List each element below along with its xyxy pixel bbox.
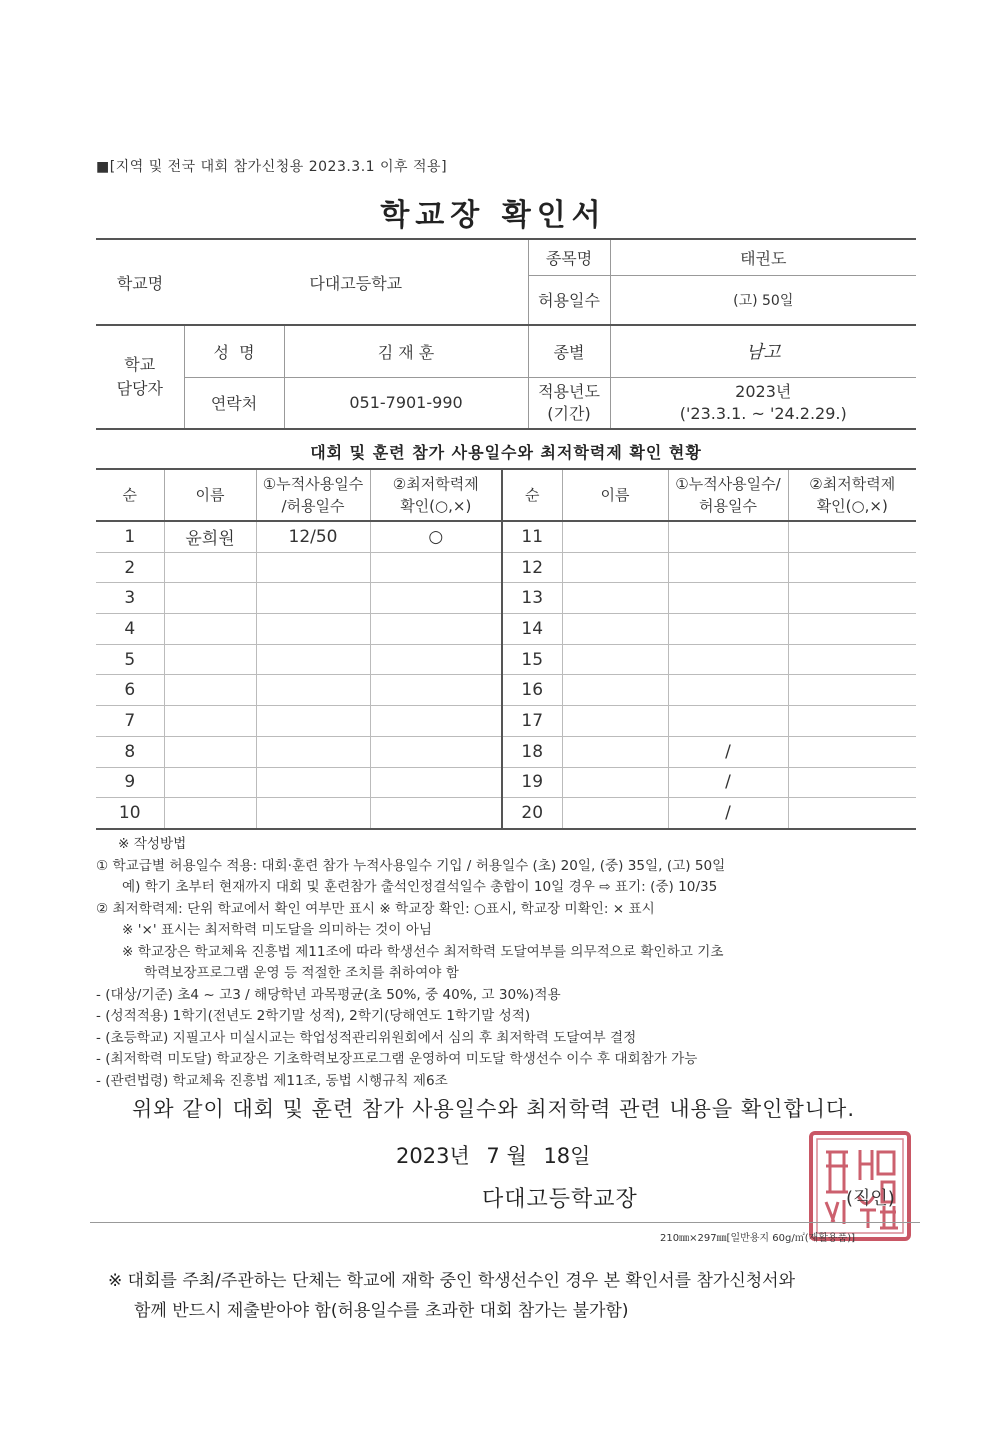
col-cumulative-right [668, 469, 788, 521]
row-check-right [788, 798, 916, 829]
row-days-right: / [668, 736, 788, 767]
col-cumulative-1: ①누적사용일수 [262, 475, 364, 493]
row-no-right: 17 [502, 706, 562, 737]
row-days-right: / [668, 767, 788, 798]
row-no: 4 [96, 614, 164, 645]
detail-2: - (성적적용) 1학기(전년도 2학기말 성적), 2학기(당해연도 1학기말 성적) [96, 1008, 531, 1024]
paper-spec: 210㎜×297㎜[일반용지 60g/㎡(재활용품)] [660, 1233, 856, 1244]
table-row [96, 798, 916, 829]
table-row [96, 675, 916, 706]
contact-value: 051-7901-990 [284, 377, 528, 429]
col-min-academic-2: 확인(○,×) [400, 497, 472, 515]
detail-5: - (관련법령) 학교체육 진흥법 제11조, 동법 시행규칙 제6조 [96, 1072, 448, 1089]
info-table [96, 238, 916, 430]
row-check-right [788, 583, 916, 614]
row-no-right: 12 [502, 552, 562, 583]
row-days [256, 736, 370, 767]
year-label-line2: (기간) [547, 403, 591, 423]
col-no-right: 순 [502, 469, 562, 521]
detail-3: - (초등학교) 지필고사 미실시교는 학업성적관리위원회에서 심의 후 최저학력 도달여부 결정 [96, 1029, 637, 1046]
allowed-days-value: (고) 50일 [610, 275, 916, 325]
note-2-b2: 학력보장프로그램 운영 등 적절한 조치를 취하여야 함 [144, 965, 459, 981]
usage-table [96, 468, 916, 830]
row-name [164, 736, 256, 767]
footer-divider [90, 1222, 920, 1223]
date-day: 18일 [543, 1144, 591, 1168]
year-value: 2023년 [735, 381, 792, 401]
row-name-right [562, 706, 668, 737]
header-note: ■[지역 및 전국 대회 참가신청용 2023.3.1 이후 적용] [96, 159, 448, 175]
row-name [164, 552, 256, 583]
detail-4: - (최저학력 미도달) 학교장은 기초학력보장프로그램 운영하여 미도달 학생선수 이수 후 대회참가 가능 [96, 1051, 698, 1067]
document-title: 학교장 확인서 [380, 198, 607, 233]
principal-name: 다대고등학교장 [482, 1187, 638, 1212]
gender-label: 종별 [528, 325, 610, 377]
row-no: 9 [96, 767, 164, 798]
row-days: 12/50 [256, 521, 370, 552]
row-days-right [668, 614, 788, 645]
col-cumulative-2: /허용일수 [281, 497, 345, 515]
row-name [164, 644, 256, 675]
year-value-cell [610, 377, 916, 429]
row-days-right [668, 583, 788, 614]
note-1: ① 학교급별 허용일수 적용: 대회·훈련 참가 누적사용일수 기입 / 허용일수 (초) 20일, (중) 35일, (고) 50일 [96, 857, 726, 874]
table-row [96, 552, 916, 583]
row-no-right: 19 [502, 767, 562, 798]
note-2: ② 최저학력제: 단위 학교에서 확인 여부만 표시 ※ 학교장 확인: ○표시, 학교장 미확인: × 표시 [96, 900, 655, 917]
row-days [256, 767, 370, 798]
usage-title: 대회 및 훈련 참가 사용일수와 최저학력제 확인 현황 [310, 443, 702, 462]
staff-label: 학교 담당자 [96, 325, 184, 429]
table-row [96, 644, 916, 675]
row-check-right [788, 736, 916, 767]
row-name [164, 798, 256, 829]
writing-notes [96, 834, 926, 1092]
row-name [164, 767, 256, 798]
col-cumulative [256, 469, 370, 521]
row-check [370, 736, 502, 767]
row-check-right [788, 767, 916, 798]
row-check-right [788, 706, 916, 737]
row-days [256, 706, 370, 737]
row-no: 5 [96, 644, 164, 675]
row-check [370, 583, 502, 614]
row-check [370, 675, 502, 706]
row-name-right [562, 552, 668, 583]
row-check-right [788, 552, 916, 583]
name-value: 김 재 훈 [284, 325, 528, 377]
sport-label: 종목명 [528, 239, 610, 275]
row-name-right [562, 675, 668, 706]
row-check-right [788, 614, 916, 645]
gender-value: 남고 [610, 325, 916, 377]
date-year: 2023년 [396, 1144, 470, 1168]
row-no-right: 18 [502, 736, 562, 767]
table-row [96, 706, 916, 737]
seal-label: (직인) [846, 1188, 895, 1209]
col-no: 순 [96, 469, 164, 521]
col-cumulative-r1: ①누적사용일수/ [675, 475, 781, 493]
note-2-a: ※ '×' 표시는 최저학력 미도달을 의미하는 것이 아님 [122, 922, 432, 938]
row-name [164, 583, 256, 614]
row-check [370, 706, 502, 737]
row-check [370, 644, 502, 675]
submission-note-line2: 함께 반드시 제출받아야 함(허용일수를 초과한 대회 참가는 불가함) [134, 1301, 629, 1321]
notes-heading: ※ 작성방법 [118, 836, 187, 852]
row-days [256, 583, 370, 614]
row-check-right [788, 521, 916, 552]
row-name-right [562, 767, 668, 798]
row-no-right: 15 [502, 644, 562, 675]
row-name: 윤희원 [164, 521, 256, 552]
col-min-academic-r2: 확인(○,×) [816, 497, 888, 515]
row-days-right [668, 552, 788, 583]
submission-note-line1: ※ 대회를 주최/주관하는 단체는 학교에 재학 중인 학생선수인 경우 본 확인서를 참가신청서와 [108, 1271, 796, 1291]
row-name-right [562, 736, 668, 767]
row-name-right [562, 521, 668, 552]
row-no-right: 11 [502, 521, 562, 552]
row-name [164, 675, 256, 706]
col-min-academic-right [788, 469, 916, 521]
confirm-statement: 위와 같이 대회 및 훈련 참가 사용일수와 최저학력 관련 내용을 확인합니다. [131, 1097, 855, 1121]
row-no: 6 [96, 675, 164, 706]
row-check [370, 552, 502, 583]
row-check [370, 798, 502, 829]
row-no-right: 13 [502, 583, 562, 614]
detail-1: - (대상/기준) 초4 ~ 고3 / 해당학년 과목평균(초 50%, 중 40%, 고 30%)적용 [96, 986, 561, 1003]
contact-label: 연락처 [184, 377, 284, 429]
row-days [256, 798, 370, 829]
row-no-right: 14 [502, 614, 562, 645]
row-check-right [788, 644, 916, 675]
col-min-academic [370, 469, 502, 521]
submission-note [108, 1266, 928, 1326]
table-row [96, 614, 916, 645]
year-label-line1: 적용년도 [538, 381, 600, 401]
table-row [96, 767, 916, 798]
row-days-right [668, 706, 788, 737]
row-name-right [562, 644, 668, 675]
row-days [256, 675, 370, 706]
row-name [164, 614, 256, 645]
sport-value: 태권도 [610, 239, 916, 275]
row-name-right [562, 583, 668, 614]
row-name [164, 706, 256, 737]
school-value: 다대고등학교 [184, 239, 528, 325]
row-no: 3 [96, 583, 164, 614]
row-no: 10 [96, 798, 164, 829]
col-min-academic-1: ②최저학력제 [392, 475, 479, 493]
row-days-right [668, 644, 788, 675]
row-name-right [562, 614, 668, 645]
note-2-b: ※ 학교장은 학교체육 진흥법 제11조에 따라 학생선수 최저학력 도달여부를 의무적으로 확인하고 기초 [122, 943, 724, 960]
row-name-right [562, 798, 668, 829]
date-month: 7 월 [486, 1144, 527, 1168]
table-row [96, 736, 916, 767]
row-days-right: / [668, 798, 788, 829]
row-days-right [668, 675, 788, 706]
row-no-right: 16 [502, 675, 562, 706]
row-check: ○ [370, 521, 502, 552]
row-no: 1 [96, 521, 164, 552]
row-days-right [668, 521, 788, 552]
name-label: 성 명 [184, 325, 284, 377]
row-no-right: 20 [502, 798, 562, 829]
col-cumulative-r2: 허용일수 [699, 497, 757, 515]
table-row [96, 583, 916, 614]
allowed-days-label: 허용일수 [528, 275, 610, 325]
row-no: 2 [96, 552, 164, 583]
year-label [528, 377, 610, 429]
row-days [256, 644, 370, 675]
table-row [96, 521, 916, 552]
col-name-right: 이름 [562, 469, 668, 521]
school-label: 학교명 [96, 239, 184, 325]
note-1-example: 예) 학기 초부터 현재까지 대회 및 훈련참가 출석인정결석일수 총합이 10일 경우 ⇨ 표기: (중) 10/35 [122, 879, 718, 895]
row-days [256, 552, 370, 583]
col-name: 이름 [164, 469, 256, 521]
row-no: 8 [96, 736, 164, 767]
row-check [370, 614, 502, 645]
issue-date [396, 1140, 600, 1170]
period-value: ('23.3.1. ~ '24.2.29.) [679, 403, 847, 423]
row-days [256, 614, 370, 645]
row-check-right [788, 675, 916, 706]
row-no: 7 [96, 706, 164, 737]
row-check [370, 767, 502, 798]
col-min-academic-r1: ②최저학력제 [809, 475, 896, 493]
